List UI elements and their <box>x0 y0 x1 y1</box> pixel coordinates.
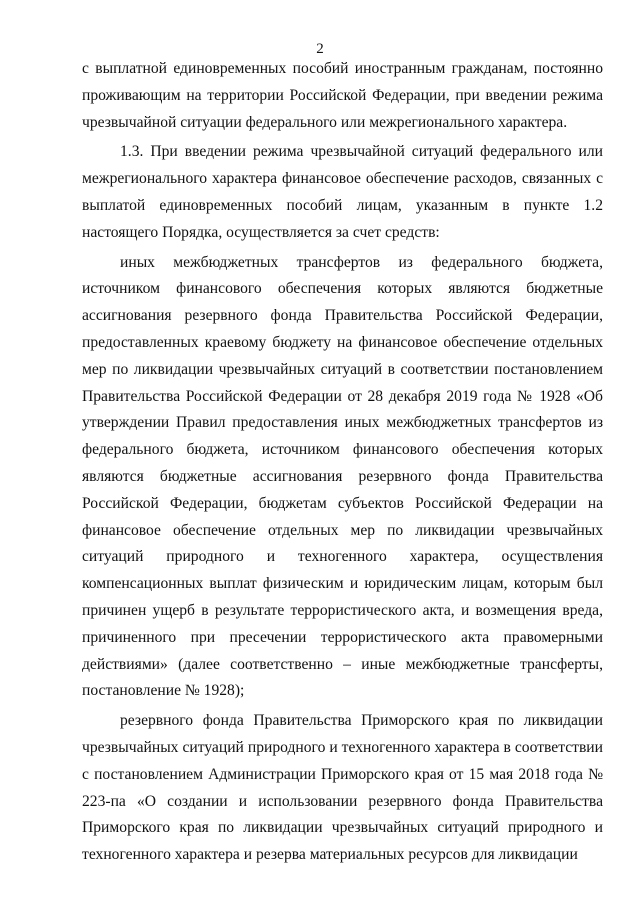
paragraph-regional-reserve-fund: резервного фонда Правительства Приморского края по ликвидации чрезвычайных ситуаций природного и техногенного характера в соответствии с постановлением Администрации Приморского края от 15 мая 2018 года № 223-па «О создании и использовании резервного фонда Правительства Приморского края по ликвидации чрезвычайных ситуаций природного и техногенного характера и резерва материальных ресурсов для ликвидации <box>82 712 603 864</box>
document-body <box>82 56 603 872</box>
page-number: 2 <box>316 41 324 57</box>
paragraph-continuation: с выплатной единовременных пособий иностранным гражданам, постоянно проживающим на территории Российской Федерации, при введении режима чрезвычайной ситуации федерального или межрегионального характера. <box>82 60 603 131</box>
paragraph-federal-transfers: иных межбюджетных трансфертов из федерального бюджета, источником финансового обеспечения которых являются бюджетные ассигнования резервного фонда Правительства Российской Федерации, предоставленных краевому бюджету на финансовое обеспечение отдельных мер по ликвидации чрезвычайных ситуаций в соответствии постановлением Правительства Российской Федерации от 28 декабря 2019 года № 1928 «Об утверждении Правил предоставления иных межбюджетных трансфертов из федерального бюджета, источником финансового обеспечения которых являются бюджетные ассигнования резервного фонда Правительства Российской Федерации, бюджетам субъектов Российской Федерации на финансовое обеспечение отдельных мер по ликвидации чрезвычайных ситуаций природного и техногенного характера, осуществления компенсационных выплат физическим и юридическим лицам, которым был причинен ущерб в результате террористического акта, и возмещения вреда, причиненного при пресечении террористического акта правомерными действиями» (далее соответственно – иные межбюджетные трансферты, постановление № 1928); <box>82 253 603 700</box>
paragraph-clause-1-3: 1.3. При введении режима чрезвычайной ситуаций федерального или межрегионального характера финансовое обеспечение расходов, связанных с выплатой единовременных пособий лицам, указанным в пункте 1.2 настоящего Порядка, осуществляется за счет средств: <box>82 143 603 241</box>
